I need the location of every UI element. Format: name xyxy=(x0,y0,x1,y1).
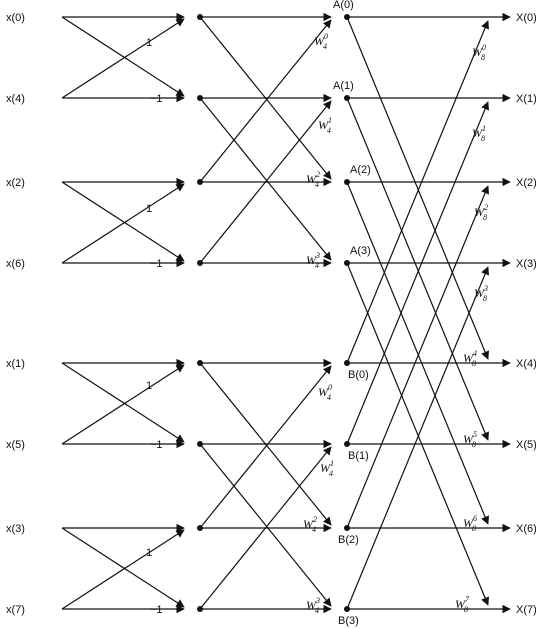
twiddle-factor: $W^1$ 4 xyxy=(320,459,334,478)
output-label: X(2) xyxy=(516,177,537,189)
twiddle-factor: $W^0$ 4 xyxy=(314,32,328,51)
stage1-edge xyxy=(62,184,184,263)
mid-node-label: B(2) xyxy=(338,534,359,546)
output-label: X(4) xyxy=(516,358,537,370)
input-label: x(7) xyxy=(6,604,25,616)
factor-label: 1 xyxy=(146,380,153,392)
stage1-edge xyxy=(62,365,184,444)
output-label: X(1) xyxy=(516,93,537,105)
stage3-edge xyxy=(347,102,488,444)
butterfly-nodes xyxy=(197,14,350,612)
stage1-edge xyxy=(62,530,184,609)
output-label: X(3) xyxy=(516,258,537,270)
butterfly-node xyxy=(344,525,350,531)
butterfly-node xyxy=(344,606,350,612)
stage1-edge xyxy=(62,363,184,442)
mid-node-labels xyxy=(333,0,371,627)
butterfly-node xyxy=(197,260,203,266)
stage3-edge xyxy=(347,17,488,359)
twiddle-factor: $W^3$ 8 xyxy=(474,284,488,303)
factor-label: 1 xyxy=(146,203,153,215)
stage1-edge xyxy=(62,528,184,607)
twiddle-factor: $W^2$ 4 xyxy=(303,515,317,534)
butterfly-node xyxy=(344,179,350,185)
twiddle-factor: $W^0$ 4 xyxy=(318,383,332,402)
output-label: X(0) xyxy=(516,12,537,24)
butterfly-edges xyxy=(62,17,510,609)
output-label: X(7) xyxy=(516,604,537,616)
butterfly-node xyxy=(197,14,203,20)
twiddle-factor: $W^7$ 8 xyxy=(455,595,469,614)
twiddle-factor: $W^2$ 4 xyxy=(306,170,320,189)
input-label: x(0) xyxy=(6,12,25,24)
butterfly-node xyxy=(344,14,350,20)
mid-node-label: B(0) xyxy=(348,369,369,381)
twiddle-factor: $W^0$ 8 xyxy=(472,43,486,62)
mid-node-label: A(3) xyxy=(350,245,371,257)
twiddle-factor: $W^6$ 8 xyxy=(463,514,477,533)
input-label: x(1) xyxy=(6,358,25,370)
butterfly-node xyxy=(197,360,203,366)
mid-node-label: A(0) xyxy=(333,0,354,11)
factor-label: −1 xyxy=(150,93,163,105)
input-labels xyxy=(6,12,25,616)
output-label: X(5) xyxy=(516,439,537,451)
twiddle-factor: $W^3$ 4 xyxy=(306,596,320,615)
twiddle-factor: $W^1$ 4 xyxy=(318,116,332,135)
stage1-edge xyxy=(62,182,184,261)
stage3-edge xyxy=(347,21,488,363)
twiddle-factor: $W^2$ 8 xyxy=(474,203,488,222)
stage1-edge xyxy=(62,19,184,98)
butterfly-node xyxy=(197,441,203,447)
input-label: x(6) xyxy=(6,258,25,270)
stage2-edge xyxy=(200,366,331,528)
butterfly-node xyxy=(197,95,203,101)
input-label: x(2) xyxy=(6,177,25,189)
mid-node-label: A(1) xyxy=(333,80,354,92)
twiddle-factor: $W^5$ 8 xyxy=(463,430,477,449)
mid-node-label: A(2) xyxy=(350,164,371,176)
butterfly-node xyxy=(344,95,350,101)
stage3-edge xyxy=(347,98,488,440)
butterfly-node xyxy=(197,179,203,185)
factor-label: 1 xyxy=(146,547,153,559)
factor-label: −1 xyxy=(150,258,163,270)
input-label: x(3) xyxy=(6,523,25,535)
mid-node-label: B(3) xyxy=(338,615,359,627)
twiddle-factor: $W^3$ 4 xyxy=(306,251,320,270)
factor-label: 1 xyxy=(146,37,153,49)
output-labels xyxy=(516,12,537,616)
butterfly-node xyxy=(344,360,350,366)
twiddle-factor: $W^1$ 8 xyxy=(472,124,486,143)
butterfly-node xyxy=(197,525,203,531)
factor-label: −1 xyxy=(150,604,163,616)
output-label: X(6) xyxy=(516,523,537,535)
mid-node-label: B(1) xyxy=(348,450,369,462)
input-label: x(4) xyxy=(6,93,25,105)
butterfly-node xyxy=(344,441,350,447)
twiddle-factor: $W^4$ 8 xyxy=(463,349,477,368)
stage1-factors xyxy=(146,37,163,616)
butterfly-node xyxy=(197,606,203,612)
stage2-edge xyxy=(200,20,331,182)
stage1-edge xyxy=(62,17,184,96)
input-label: x(5) xyxy=(6,439,25,451)
factor-label: −1 xyxy=(150,439,163,451)
butterfly-node xyxy=(344,260,350,266)
